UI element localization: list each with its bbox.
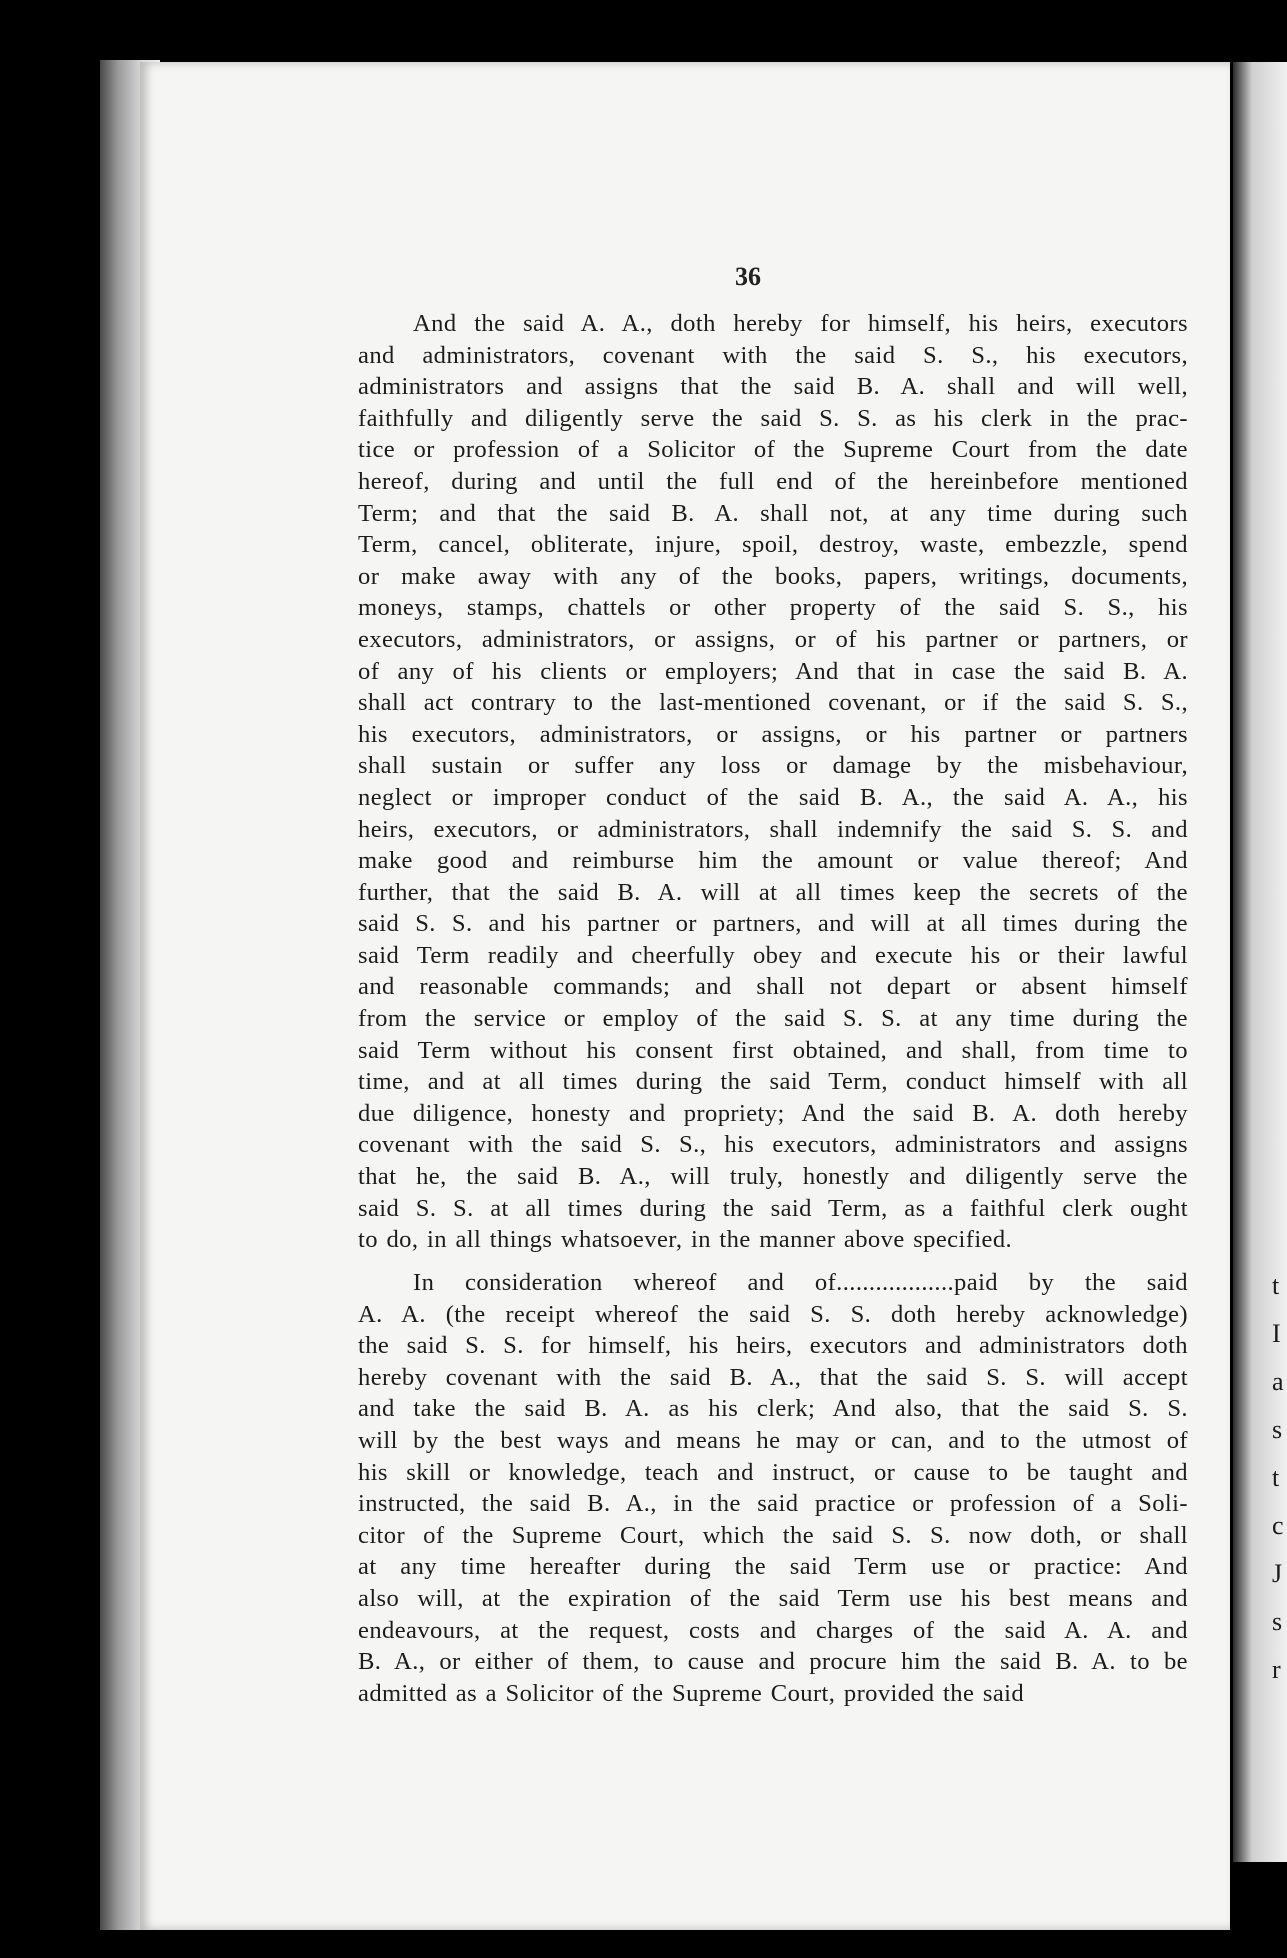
text-line: said S. S. at all times during the said Term, as a faithful clerk ought [358,1194,1188,1222]
text-line: to do, in all things whatsoever, in the manner above specified. [358,1226,1013,1254]
text-line: In consideration whereof and of..................paid by the said [413,1269,1188,1296]
text-line: Term, cancel, obliterate, injure, spoil, destroy, waste, embezzle, spend [358,531,1188,559]
text-line: his executors, administrators, or assigns, or his partner or partners [358,720,1188,748]
facing-page-letter: J [1272,1559,1283,1588]
text-line: moneys, stamps, chattels or other property of the said S. S., his [358,594,1188,622]
text-line: at any time hereafter during the said Term use or practice: And [358,1553,1188,1581]
facing-page-letter: c [1272,1511,1284,1540]
text-line: time, and at all times during the said Term, conduct himself with all [358,1068,1188,1096]
text-line: shall act contrary to the last-mentioned covenant, or if the said S. S., [358,689,1188,717]
text-line: will by the best ways and means he may or can, and to the utmost of [358,1426,1188,1454]
text-line: and administrators, covenant with the said S. S., his executors, [358,341,1188,369]
text-line: shall sustain or suffer any loss or damage by the misbehaviour, [358,752,1188,780]
text-line: instructed, the said B. A., in the said practice or profession of a Soli- [358,1490,1188,1518]
text-line: and take the said B. A. as his clerk; And also, that the said S. S. [358,1395,1188,1423]
text-line: make good and reimburse him the amount or value thereof; And [358,847,1188,875]
text-line: that he, the said B. A., will truly, honestly and diligently serve the [358,1163,1188,1191]
text-line: and reasonable commands; and shall not depart or absent himself [358,973,1188,1001]
text-line: citor of the Supreme Court, which the said S. S. now doth, or shall [358,1521,1188,1549]
text-line: hereof, during and until the full end of the hereinbefore mentioned [358,467,1188,495]
facing-page-letters [1272,1262,1287,1694]
text-line: tice or profession of a Solicitor of the Supreme Court from the date [358,436,1188,464]
text-line: admitted as a Solicitor of the Supreme Court, provided the said [358,1679,1025,1707]
text-line: B. A., or either of them, to cause and procure him the said B. A. to be [358,1648,1188,1676]
text-line: neglect or improper conduct of the said B. A., the said A. A., his [358,783,1188,811]
text-line: And the said A. A., doth hereby for himself, his heirs, executors [413,310,1188,337]
facing-page-letter: I [1272,1319,1281,1348]
text-line: covenant with the said S. S., his executors, administrators and assigns [358,1131,1188,1159]
text-line: Term; and that the said B. A. shall not, at any time during such [358,499,1188,527]
text-line: said Term without his consent first obtained, and shall, from time to [358,1036,1188,1064]
text-line: the said S. S. for himself, his heirs, executors and administrators doth [358,1332,1188,1360]
text-line: further, that the said B. A. will at all times keep the secrets of the [358,878,1188,906]
page-number: 36 [735,262,761,291]
facing-page-letter: t [1272,1271,1280,1300]
text-line: also will, at the expiration of the said Term use his best means and [358,1584,1188,1612]
text-line: A. A. (the receipt whereof the said S. S. doth hereby acknowledge) [358,1300,1188,1328]
facing-page-letter: s [1272,1415,1283,1444]
text-line: due diligence, honesty and propriety; And the said B. A. doth hereby [358,1099,1188,1127]
text-line: administrators and assigns that the said B. A. shall and will well, [358,373,1188,401]
text-line: his skill or knowledge, teach and instruct, or cause to be taught and [358,1458,1188,1486]
text-line: faithfully and diligently serve the said S. S. as his clerk in the prac- [358,404,1188,432]
facing-page-letter: t [1272,1463,1280,1492]
text-line: endeavours, at the request, costs and charges of the said A. A. and [358,1616,1188,1644]
text-line: executors, administrators, or assigns, or of his partner or partners, or [358,625,1188,653]
text-line: of any of his clients or employers; And that in case the said B. A. [358,657,1188,685]
text-line: or make away with any of the books, papers, writings, documents, [358,562,1188,590]
text-line: said S. S. and his partner or partners, and will at all times during the [358,910,1188,938]
text-line: from the service or employ of the said S. S. at any time during the [358,1005,1188,1033]
text-line: hereby covenant with the said B. A., that the said S. S. will accept [358,1363,1188,1391]
text-line: said Term readily and cheerfully obey and execute his or their lawful [358,941,1188,969]
facing-page-letter: s [1272,1607,1283,1636]
facing-page-letter: a [1272,1367,1284,1396]
text-line: heirs, executors, or administrators, shall indemnify the said S. S. and [358,815,1188,843]
facing-page-letter: r [1272,1655,1281,1684]
paragraph-covenant-clerk [358,308,1188,1256]
paragraph-consideration [358,1267,1188,1709]
